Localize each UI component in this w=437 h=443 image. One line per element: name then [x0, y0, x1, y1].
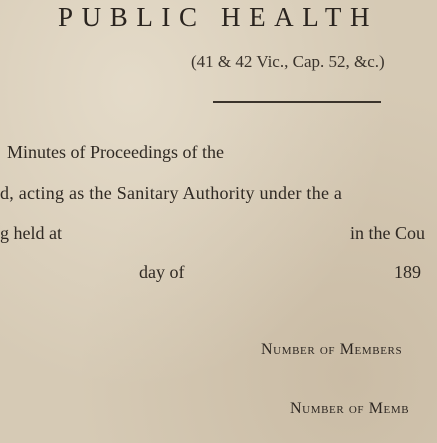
- authority-line: d, acting as the Sanitary Authority under the a: [0, 183, 343, 203]
- county-text: in the Cou: [350, 223, 425, 243]
- members-label-1: Number of Members: [261, 341, 403, 358]
- document-heading: PUBLIC HEALTH: [58, 2, 379, 32]
- meeting-place-line: g held at: [0, 223, 62, 243]
- minutes-line: Minutes of Proceedings of the: [7, 142, 224, 162]
- members-label-2: Number of Memb: [290, 400, 410, 417]
- heading-rule: [213, 101, 381, 103]
- act-citation: (41 & 42 Vic., Cap. 52, &c.): [191, 52, 385, 71]
- day-of-line: day of: [139, 262, 185, 282]
- year-prefix: 189: [394, 262, 421, 282]
